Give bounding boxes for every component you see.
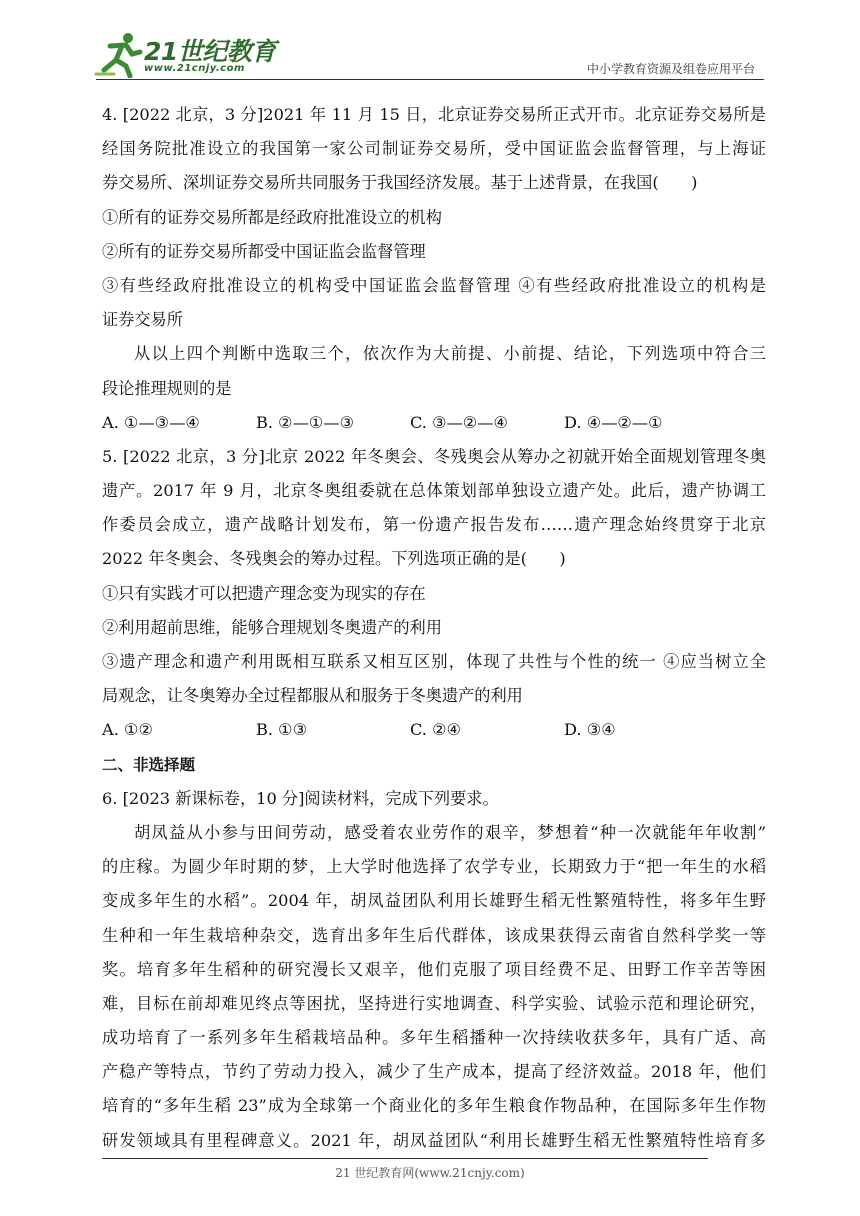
- option-b: B. ①③: [256, 720, 308, 740]
- question-5-stem-line: 5. [2022 北京，3 分]北京 2022 年冬奥会、冬残奥会从筹办之初就开始全面规划管理冬奥: [102, 446, 766, 466]
- question-4-statement: 证券交易所: [102, 310, 183, 330]
- option-c: C. ③—②—④: [410, 412, 509, 432]
- question-4-prompt: 段论推理规则的是: [102, 378, 232, 398]
- question-5-statement: 局观念，让冬奥筹办全过程都服从和服务于冬奥遗产的利用: [102, 686, 523, 706]
- question-4-prompt: 从以上四个判断中选取三个，依次作为大前提、小前提、结论，下列选项中符合三: [134, 344, 766, 364]
- material-line: 难，目标在前却难见终点等困扰，坚持进行实地调查、科学实验、试验示范和理论研究，: [102, 993, 766, 1013]
- material-line: 的庄稼。为圆少年时期的梦，上大学时他选择了农学专业，长期致力于“把一年生的水稻: [102, 857, 766, 877]
- option-b: B. ②—①—③: [256, 412, 355, 432]
- logo-url: www.21cnjy.com: [144, 63, 245, 74]
- page-content: [102, 98, 766, 1158]
- material-line: 生种和一年生栽培种杂交，选育出多年生后代群体，该成果获得云南省自然科学奖一等: [102, 925, 766, 945]
- material-line: 培育的“多年生稻 23”成为全球第一个商业化的多年生粮食作物品种，在国际多年生作物: [102, 1096, 766, 1116]
- question-5-stem-line: 遗产。2017 年 9 月，北京冬奥组委就在总体策划部单独设立遗产处。此后，遗产协调工: [102, 481, 766, 501]
- question-4-options: [102, 406, 766, 440]
- question-6-stem: 6. [2023 新课标卷，10 分]阅读材料，完成下列要求。: [102, 788, 499, 808]
- material-line: 变成多年生的水稻”。2004 年，胡凤益团队利用长雄野生稻无性繁殖特性，将多年生野: [102, 891, 766, 911]
- question-4-statement: ③有些经政府批准设立的机构受中国证监会监督管理 ④有些经政府批准设立的机构是: [102, 275, 766, 295]
- option-d: D. ④—②—①: [564, 412, 663, 432]
- question-4-statement: ②所有的证券交易所都受中国证监会监督管理: [102, 241, 426, 261]
- option-d: D. ③④: [564, 720, 616, 740]
- material-line: 胡凤益从小参与田间劳动，感受着农业劳作的艰辛，梦想着“种一次就能年年收割”: [134, 822, 766, 842]
- site-logo: [92, 30, 276, 80]
- page-header: [0, 0, 860, 90]
- footer-divider: [102, 1158, 708, 1159]
- question-4-statement: ①所有的证券交易所都是经政府批准设立的机构: [102, 207, 442, 227]
- material-line: 产稳产等特点，节约了劳动力投入，减少了生产成本，提高了经济效益。2018 年，他们: [102, 1062, 766, 1082]
- question-4-stem-line: 4. [2022 北京，3 分]2021 年 11 月 15 日，北京证券交易所正式开市。北京证券交易所是: [102, 105, 766, 124]
- option-a: A. ①②: [102, 720, 154, 740]
- header-divider: [96, 79, 764, 80]
- question-5-options: [102, 713, 766, 747]
- question-5-statement: ③遗产理念和遗产利用既相互联系又相互区别，体现了共性与个性的统一 ④应当树立全: [102, 652, 766, 671]
- material-line: 奖。培育多年生稻种的研究漫长又艰辛，他们克服了项目经费不足、田野工作辛苦等困: [102, 959, 766, 979]
- material-line: 研发领域具有里程碑意义。2021 年，胡凤益团队“利用长雄野生稻无性繁殖特性培育多: [102, 1130, 766, 1150]
- runner-logo-icon: [92, 30, 144, 78]
- section-heading: 二、非选择题: [102, 755, 196, 774]
- logo-text: 21世纪教育: [144, 37, 276, 66]
- question-4-stem-line: 经国务院批准设立的我国第一家公司制证券交易所，受中国证监会监督管理，与上海证: [102, 139, 766, 159]
- question-5-stem-line: 2022 年冬奥会、冬残奥会的筹办过程。下列选项正确的是( ): [102, 549, 566, 569]
- platform-name: 中小学教育资源及组卷应用平台: [586, 62, 755, 76]
- question-5-stem-line: 作委员会成立，遗产战略计划发布，第一份遗产报告发布……遗产理念始终贯穿于北京: [102, 515, 766, 535]
- page-footer: 21 世纪教育网(www.21cnjy.com): [335, 1166, 525, 1180]
- question-5-statement: ①只有实践才可以把遗产理念变为现实的存在: [102, 583, 426, 603]
- option-a: A. ①—③—④: [102, 412, 200, 432]
- question-4-stem-line: 券交易所、深圳证券交易所共同服务于我国经济发展。基于上述背景，在我国( ): [102, 173, 698, 193]
- material-line: 成功培育了一系列多年生稻栽培品种。多年生稻播种一次持续收获多年，具有广适、高: [102, 1028, 766, 1048]
- question-5-statement: ②利用超前思维，能够合理规划冬奥遗产的利用: [102, 617, 442, 637]
- option-c: C. ②④: [410, 720, 462, 740]
